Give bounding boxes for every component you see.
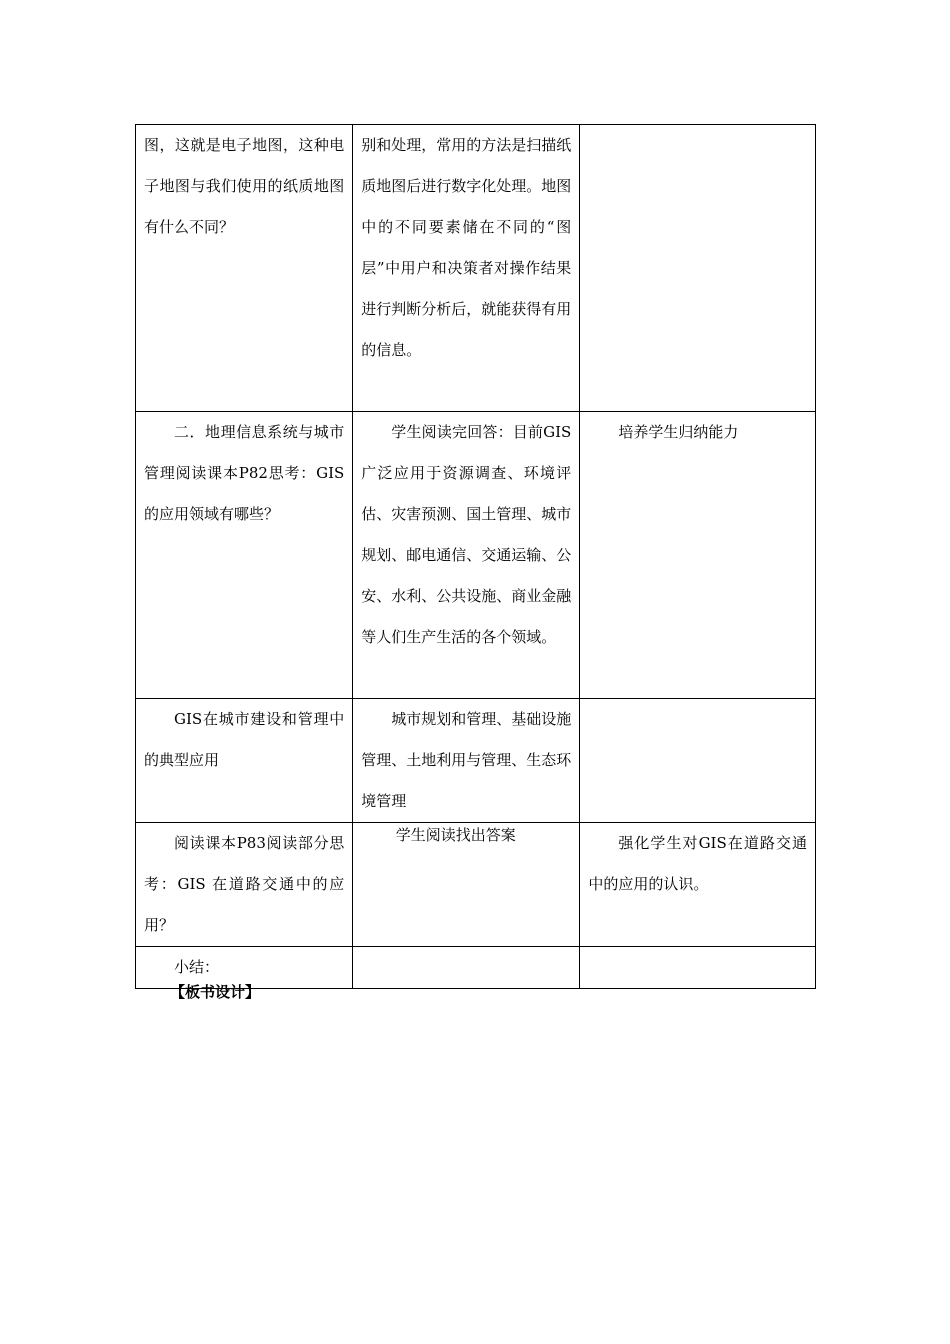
table-row (136, 823, 816, 947)
table-row (136, 699, 816, 823)
design-intent-cell: 强化学生对GIS在道路交通中的应用的认识。 (580, 823, 816, 947)
lesson-plan-table (135, 124, 816, 989)
student-activity-cell (353, 947, 580, 989)
design-intent-cell: 培养学生归纳能力 (580, 412, 816, 699)
student-activity-cell: 学生阅读完回答：目前GIS广泛应用于资源调查、环境评估、灾害预测、国土管理、城市规划、邮电通信、交通运输、公安、水利、公共设施、商业金融等人们生产生活的各个领域。 (353, 412, 580, 699)
teacher-activity-cell: GIS在城市建设和管理中的典型应用 (136, 699, 353, 823)
teacher-activity-cell: 小结： (136, 947, 353, 989)
design-intent-cell (580, 947, 816, 989)
design-intent-cell (580, 699, 816, 823)
teacher-activity-cell: 图，这就是电子地图，这种电子地图与我们使用的纸质地图有什么不同？ (136, 125, 353, 412)
table-row (136, 125, 816, 412)
student-activity-cell: 别和处理，常用的方法是扫描纸质地图后进行数字化处理。地图中的不同要素储在不同的“图层”中用户和决策者对操作结果进行判断分析后，就能获得有用的信息。 (353, 125, 580, 412)
design-intent-cell (580, 125, 816, 412)
teacher-activity-cell: 二．地理信息系统与城市管理阅读课本P82思考：GIS的应用领域有哪些？ (136, 412, 353, 699)
student-activity-cell: 学生阅读找出答案 (353, 823, 580, 947)
teacher-activity-cell: 阅读课本P83阅读部分思考：GIS 在道路交通中的应用？ (136, 823, 353, 947)
student-activity-cell: 城市规划和管理、基础设施管理、土地利用与管理、生态环境管理 (353, 699, 580, 823)
table-row (136, 412, 816, 699)
section-heading: 【板书设计】 (170, 983, 261, 1001)
